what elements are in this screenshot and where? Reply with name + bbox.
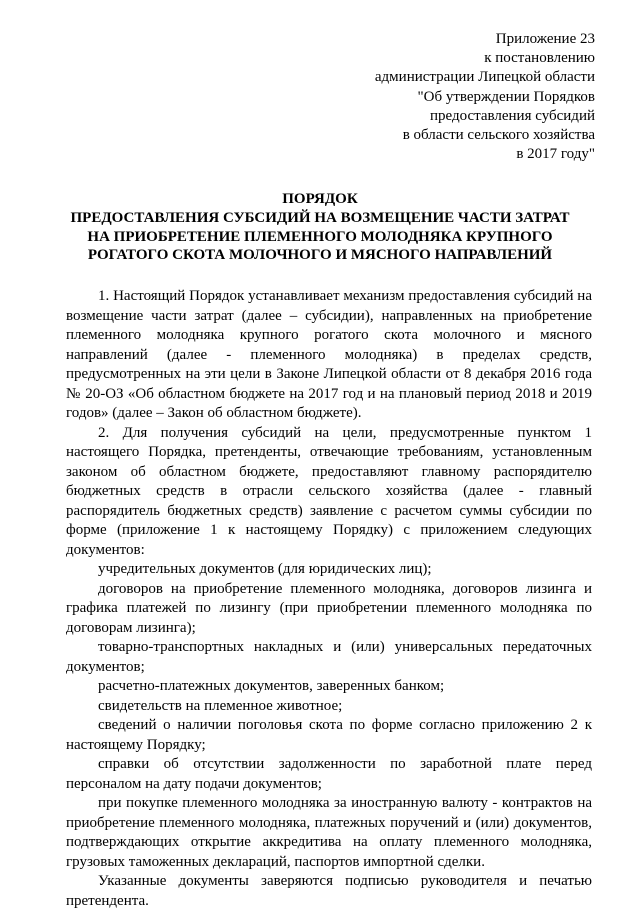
document-list-item: справки об отсутствии задолженности по заработной плате перед персоналом на дату подачи документов; [66, 756, 592, 792]
header-line: в 2017 году" [516, 146, 595, 163]
title-line: НА ПРИОБРЕТЕНИЕ ПЛЕМЕННОГО МОЛОДНЯКА КРУПНОГО [87, 228, 553, 245]
paragraph-2: 2. Для получения субсидий на цели, предусмотренные пунктом 1 настоящего Порядка, претенденты, отвечающие требованиям, установленным законом об областном бюджете, предоставляют главному распорядителю бюджетных средств в отрасли сельского хозяйства (далее - главный распорядитель бюджетных средств) заявление с расчетом суммы субсидии по форме (приложение 1 к настоящему Порядку) с приложением следующих документов: [66, 424, 592, 558]
header-line: предоставления субсидий [429, 107, 595, 124]
document-title [40, 190, 600, 265]
header-line: Приложение 23 [495, 31, 595, 47]
appendix-header [295, 30, 595, 164]
paragraph-certification: Указанные документы заверяются подписью руководителя и печатью претендента. [66, 873, 592, 909]
document-list-item: учредительных документов (для юридических лиц); [98, 561, 432, 577]
document-list-item: расчетно-платежных документов, заверенных банком; [98, 678, 445, 694]
title-line: РОГАТОГО СКОТА МОЛОЧНОГО И МЯСНОГО НАПРАВЛЕНИЙ [87, 247, 553, 264]
document-list-item: сведений о наличии поголовья скота по форме согласно приложению 2 к настоящему Порядку; [66, 717, 592, 753]
header-line: в области сельского хозяйства [402, 127, 595, 144]
title-line: ПОРЯДОК [282, 191, 358, 207]
document-list-item: свидетельств на племенное животное; [98, 697, 343, 714]
document-body [66, 287, 592, 911]
document-list-item: договоров на приобретение племенного молодняка, договоров лизинга и графика платежей по лизингу (при приобретении племенного молодняка по договорам лизинга); [66, 580, 592, 636]
document-list-item: товарно-транспортных накладных и (или) универсальных передаточных документов; [66, 639, 592, 675]
header-line: "Об утверждении Порядков [417, 88, 595, 105]
title-line: ПРЕДОСТАВЛЕНИЯ СУБСИДИЙ НА ВОЗМЕЩЕНИЕ ЧАСТИ ЗАТРАТ [70, 209, 570, 226]
header-line: к постановлению [484, 50, 595, 67]
header-line: администрации Липецкой области [374, 69, 595, 86]
document-list-item: при покупке племенного молодняка за иностранную валюту - контрактов на приобретение племенного молодняка, платежных поручений и (или) документов, подтверждающих открытие аккредитива на оплату племенного молодняка, грузовых таможенных деклараций, паспортов импортной сделки. [66, 795, 592, 870]
paragraph-1: 1. Настоящий Порядок устанавливает механизм предоставления субсидий на возмещение части затрат (далее – субсидии), направленных на приобретение племенного молодняка крупного рогатого скота молочного и мясного направлений (далее - племенного молодняка) в пределах средств, предусмотренных на эти цели в Законе Липецкой области от 8 декабря 2016 года № 20-ОЗ «Об областном бюджете на 2017 год и на плановый период 2018 и 2019 годов» (далее – Закон об областном бюджете). [66, 288, 592, 421]
